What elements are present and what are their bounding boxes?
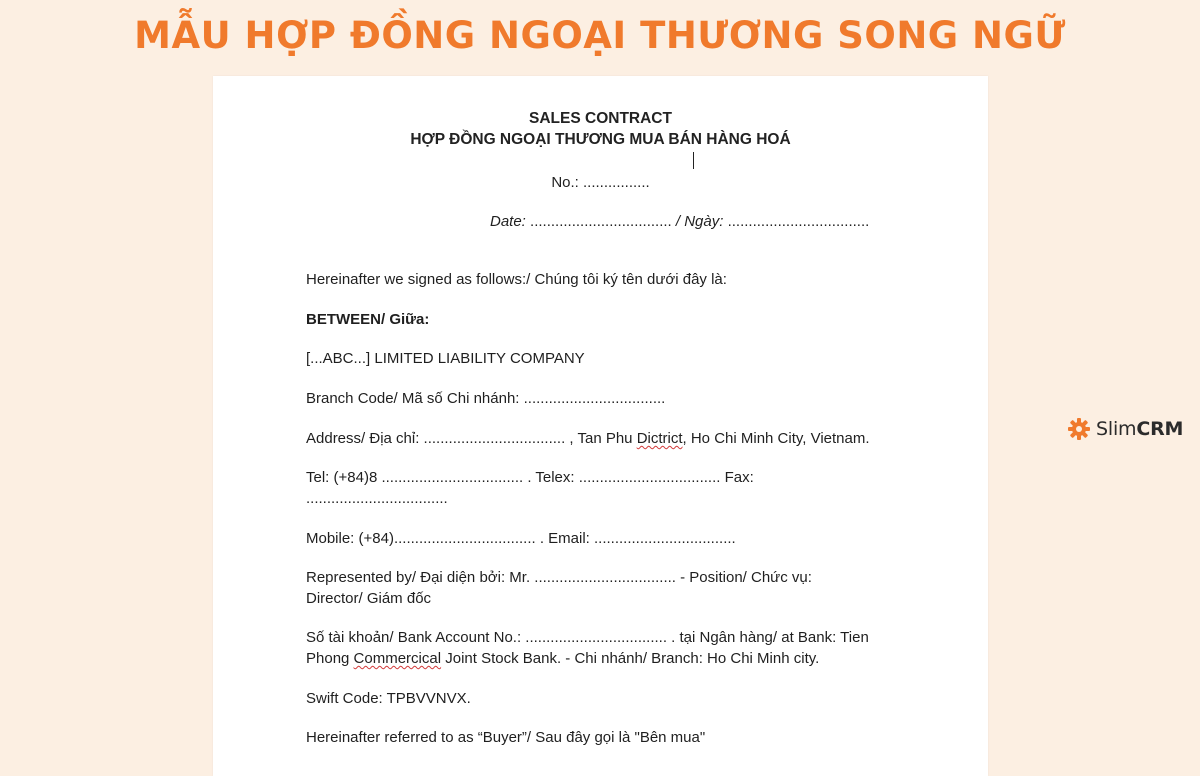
mobile-line: Mobile: (+84).................................. . Email: .................................. <box>306 530 736 547</box>
ngay-value: .................................. <box>723 213 870 230</box>
company-name: [...ABC...] LIMITED LIABILITY COMPANY <box>306 350 585 367</box>
fax-value-line: .................................. <box>306 490 448 507</box>
tel-line: Tel: (+84)8 .................................. . Telex: .................................. Fax: <box>306 469 754 486</box>
brand-logo <box>1067 414 1183 444</box>
position-line: Director/ Giám đốc <box>306 590 432 607</box>
contract-title-en: SALES CONTRACT <box>529 110 672 127</box>
date-label: Date: <box>490 213 526 230</box>
misspelled-word: Commercical <box>353 650 442 667</box>
ngay-label: / Ngày: <box>675 213 724 230</box>
address-line <box>306 430 870 447</box>
bank-branch-line <box>306 650 819 667</box>
contract-number: No.: ................ <box>551 174 650 191</box>
address-suffix: , Ho Chi Minh City, Vietnam. <box>682 430 870 447</box>
bank-prefix: Phong <box>306 650 354 667</box>
text-cursor <box>693 152 694 169</box>
document-page <box>213 76 988 776</box>
bank-account-line: Số tài khoản/ Bank Account No.: .................................. . tại Ngân hàng/ at Bank: Tien <box>306 629 869 646</box>
represented-line: Represented by/ Đại diện bởi: Mr. .................................. - Position/ Chức vụ: <box>306 569 812 586</box>
intro-paragraph: Hereinafter we signed as follows:/ Chúng tôi ký tên dưới đây là: <box>306 271 727 288</box>
between-heading: BETWEEN/ Giữa: <box>306 311 430 328</box>
brand-name-bold: CRM <box>1136 418 1184 440</box>
date-value: .................................. <box>525 213 676 230</box>
gear-icon <box>1067 417 1091 441</box>
brand-name-light: Slim <box>1096 418 1137 440</box>
contract-title-vi: HỢP ĐỒNG NGOẠI THƯƠNG MUA BÁN HÀNG HOÁ <box>410 131 791 148</box>
branch-code-line: Branch Code/ Mã số Chi nhánh: .................................. <box>306 390 666 407</box>
misspelled-word: Dictrict <box>636 430 683 447</box>
banner-title: MẪU HỢP ĐỒNG NGOẠI THƯƠNG SONG NGỮ <box>134 14 1066 57</box>
address-prefix: Address/ Địa chỉ: .................................. , Tan Phu <box>306 430 637 447</box>
bank-suffix: Joint Stock Bank. - Chi nhánh/ Branch: Ho Chi Minh city. <box>441 650 820 667</box>
buyer-line: Hereinafter referred to as “Buyer”/ Sau đây gọi là "Bên mua" <box>306 729 706 746</box>
date-line <box>490 213 869 230</box>
brand-name <box>1096 418 1183 440</box>
swift-code-line: Swift Code: TPBVVNVX. <box>306 690 471 707</box>
